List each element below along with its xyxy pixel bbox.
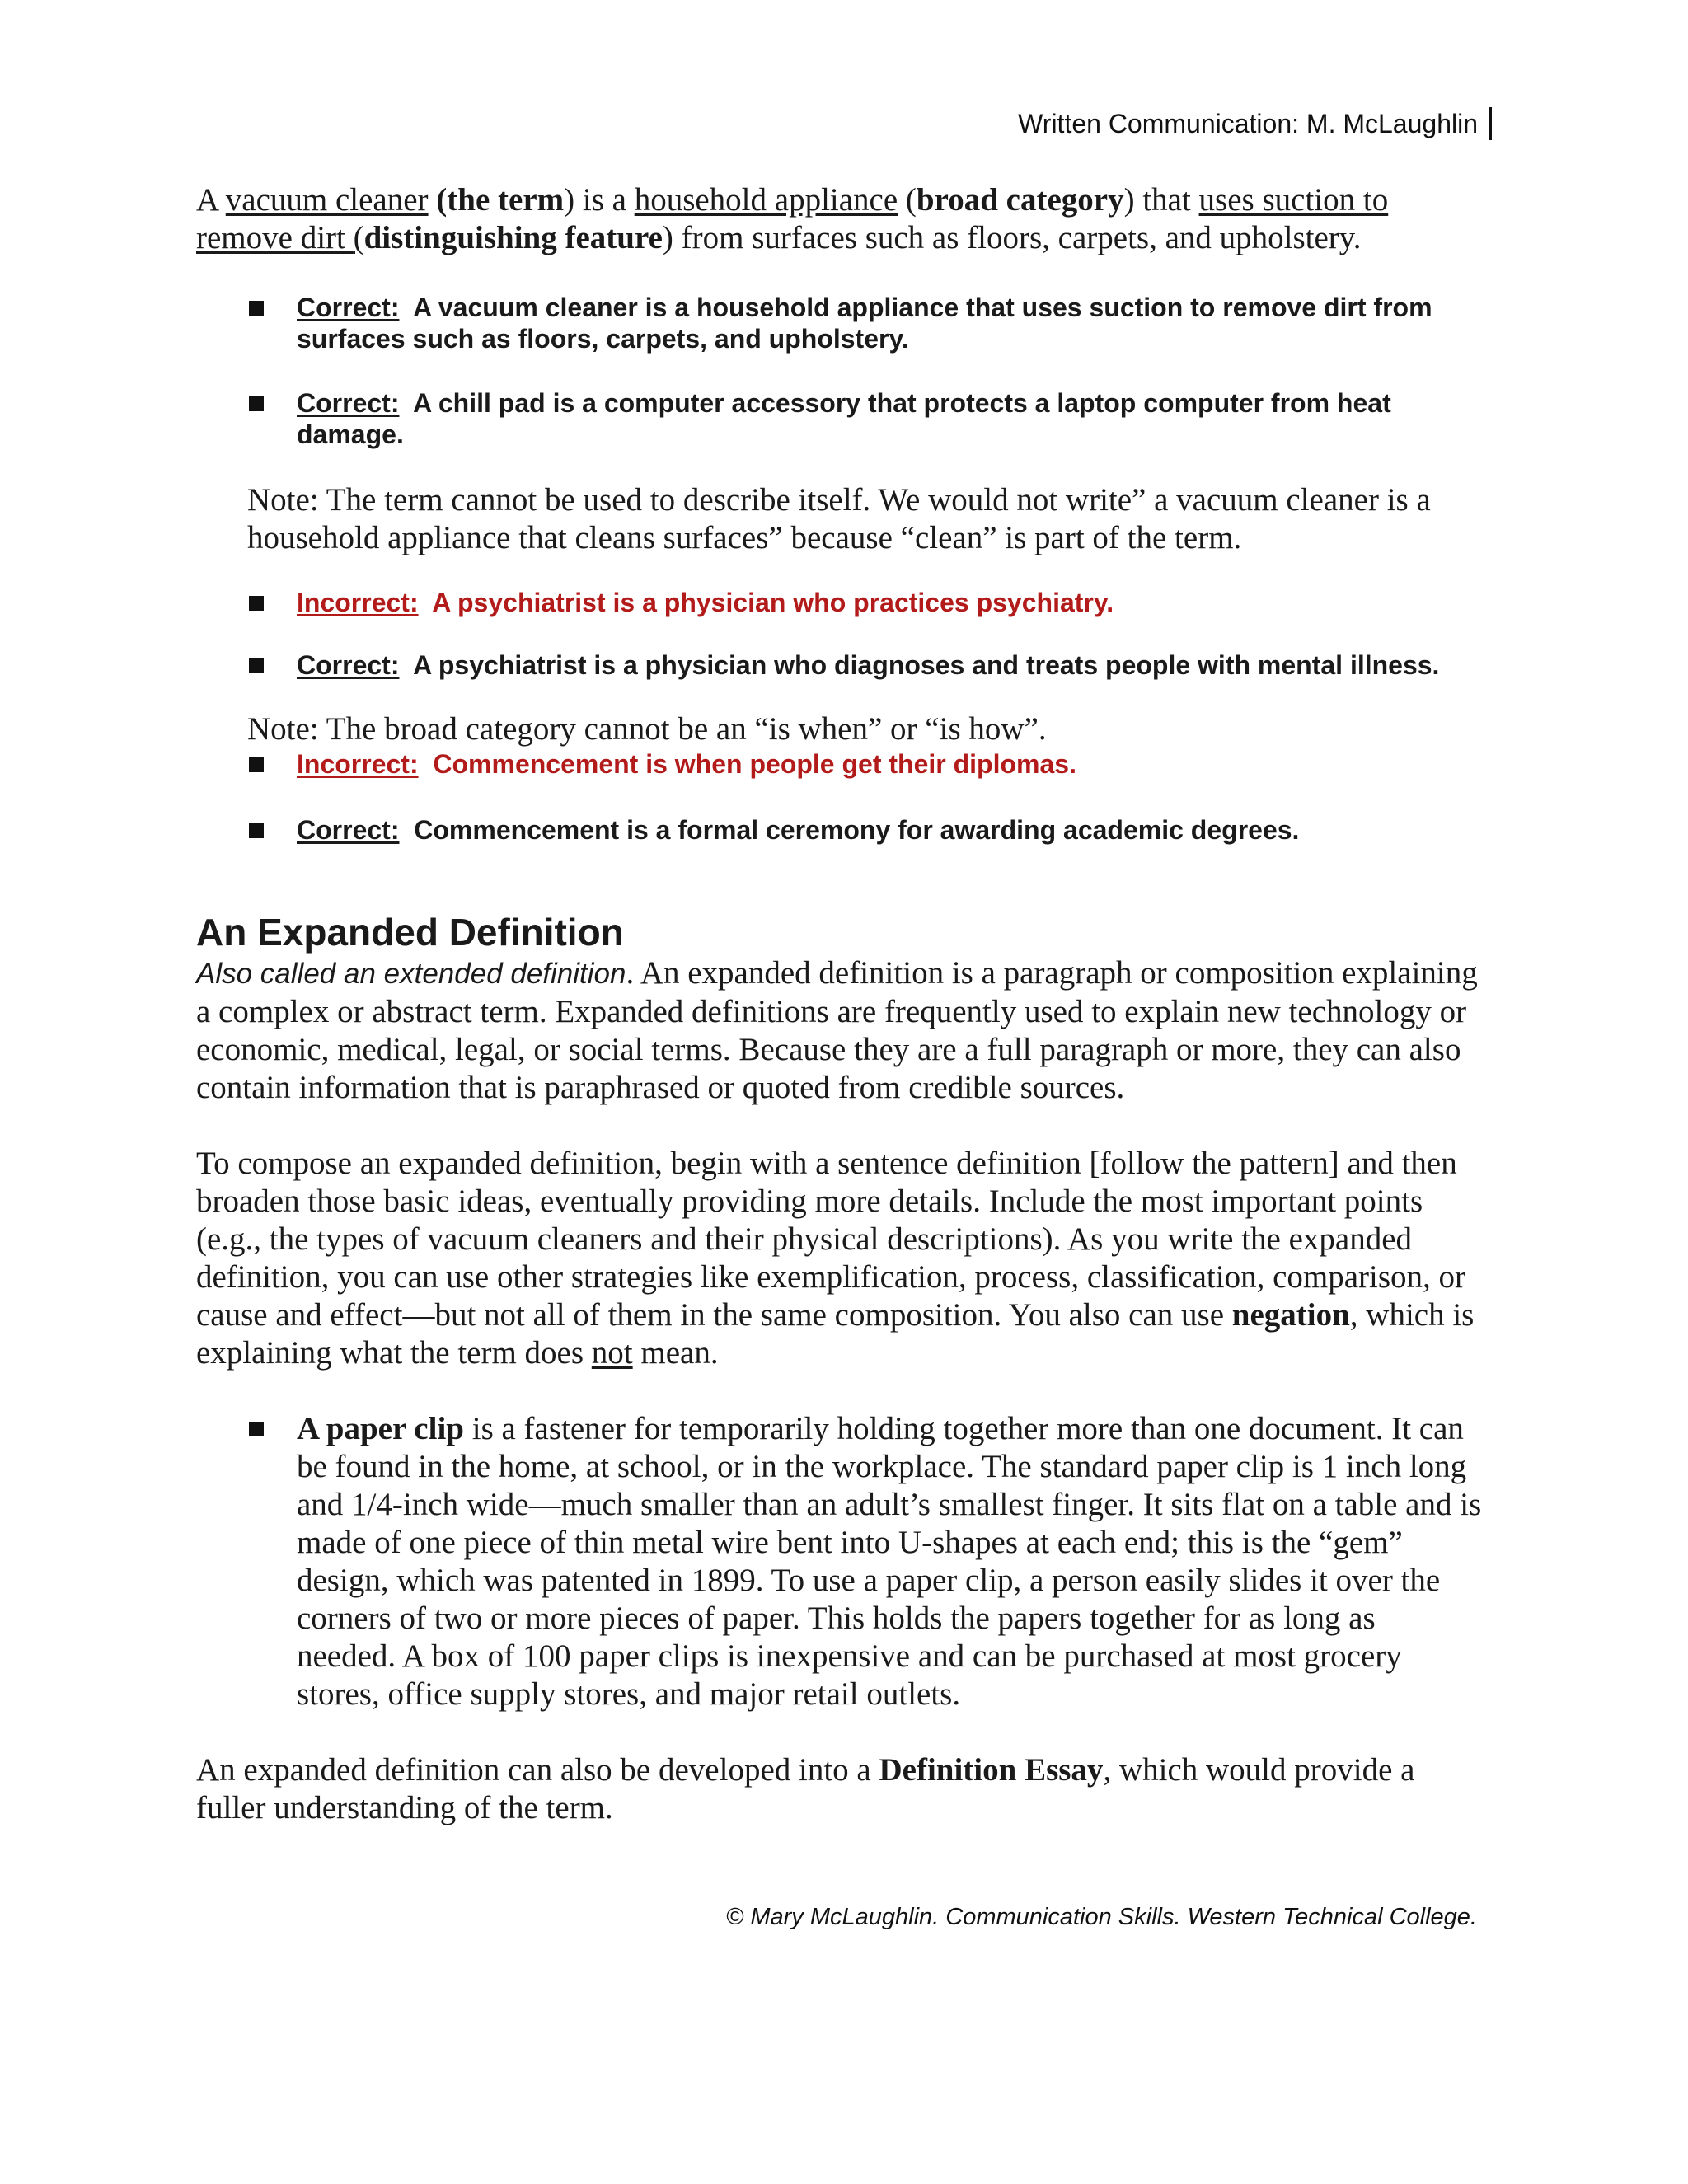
document-body — [196, 181, 1482, 1827]
intro-paragraph: A vacuum cleaner (the term) is a household appliance (broad category) that uses suction to remove dirt (distinguishing feature) from surfaces such as floors, carpets, and upholstery. — [196, 182, 1389, 255]
bullet-square-icon — [249, 396, 264, 411]
expanded-example-list — [196, 1410, 1482, 1713]
bullet-square-icon — [249, 301, 264, 316]
section-heading: An Expanded Definition — [196, 911, 624, 954]
bullet-square-icon — [249, 596, 264, 611]
example-list-1 — [196, 292, 1482, 450]
category-label: broad category — [916, 182, 1124, 218]
term-label: (the term — [436, 182, 565, 218]
page-header: Written Communication: M. McLaughlin — [1018, 107, 1492, 140]
term-example: vacuum cleaner — [225, 182, 429, 218]
expanded-paragraph-3: An expanded definition can also be developed into a Definition Essay, which would provide a fuller understanding of the term. — [196, 1752, 1415, 1825]
example-correct-commencement: Correct: Commencement is a formal ceremony for awarding academic degrees. — [196, 814, 1482, 846]
example-list-2 — [196, 587, 1482, 681]
expanded-paragraph-2: To compose an expanded definition, begin with a sentence definition [follow the pattern] and then broaden those basic ideas, eventually providing more details. Include the most important points (e.g., the types of vacuum cleaners and their physical descriptions). As you write the expanded definition, you can use other strategies like exemplification, process, classification, comparison, or cause and effect—but not all of them in the same composition. You also can use negation, which is explaining what the term does not mean. — [196, 1146, 1475, 1371]
example-list-3 — [196, 748, 1482, 846]
paper-clip-example: A paper clip is a fastener for temporarily holding together more than one document. It can be found in the home, at school, or in the workplace. The standard paper clip is 1 inch long and 1/4-inch wide—much smaller than an adult’s smallest finger. It sits flat on a table and is made of one piece of thin metal wire bent into U-shapes at each end; this is the “gem” design, which was patented in 1899. To use a paper clip, a person easily slides it over the corners of two or more pieces of paper. This holds the papers together for as long as needed. A box of 100 paper clips is inexpensive and can be purchased at most grocery stores, office supply stores, and major retail outlets. — [196, 1410, 1482, 1713]
feature-label: distinguishing feature — [363, 220, 663, 255]
bullet-square-icon — [249, 757, 264, 772]
bullet-square-icon — [249, 658, 264, 673]
page-footer: © Mary McLaughlin. Communication Skills. Western Technical College. — [725, 1904, 1477, 1930]
example-incorrect-commencement: Incorrect: Commencement is when people get their diplomas. — [196, 748, 1482, 780]
bullet-square-icon — [249, 823, 264, 838]
example-correct-vacuum: Correct: A vacuum cleaner is a household appliance that uses suction to remove dirt from surfaces such as floors, carpets, and upholstery. — [196, 292, 1482, 354]
example-correct-psychiatrist: Correct: A psychiatrist is a physician who diagnoses and treats people with mental illness. — [196, 649, 1482, 681]
feature-example: uses suction to remove dirt — [196, 182, 1389, 255]
note-term-self: Note: The term cannot be used to describe itself. We would not write” a vacuum cleaner is a household appliance that cleans surfaces” because “clean” is part of the term. — [247, 482, 1431, 555]
example-incorrect-psychiatrist: Incorrect: A psychiatrist is a physician who practices psychiatry. — [196, 587, 1482, 618]
category-example: household appliance — [634, 182, 898, 218]
bullet-square-icon — [249, 1422, 264, 1436]
example-correct-chillpad: Correct: A chill pad is a computer accessory that protects a laptop computer from heat damage. — [196, 387, 1482, 450]
note-broad-category: Note: The broad category cannot be an “is when” or “is how”. — [247, 711, 1047, 747]
expanded-paragraph-1: Also called an extended definition. An expanded definition is a paragraph or composition explaining a complex or abstract term. Expanded definitions are frequently used to explain new technology or economic, medical, legal, or social terms. Because they are a full paragraph or more, they can also contain information that is paraphrased or quoted from credible sources. — [196, 955, 1478, 1105]
